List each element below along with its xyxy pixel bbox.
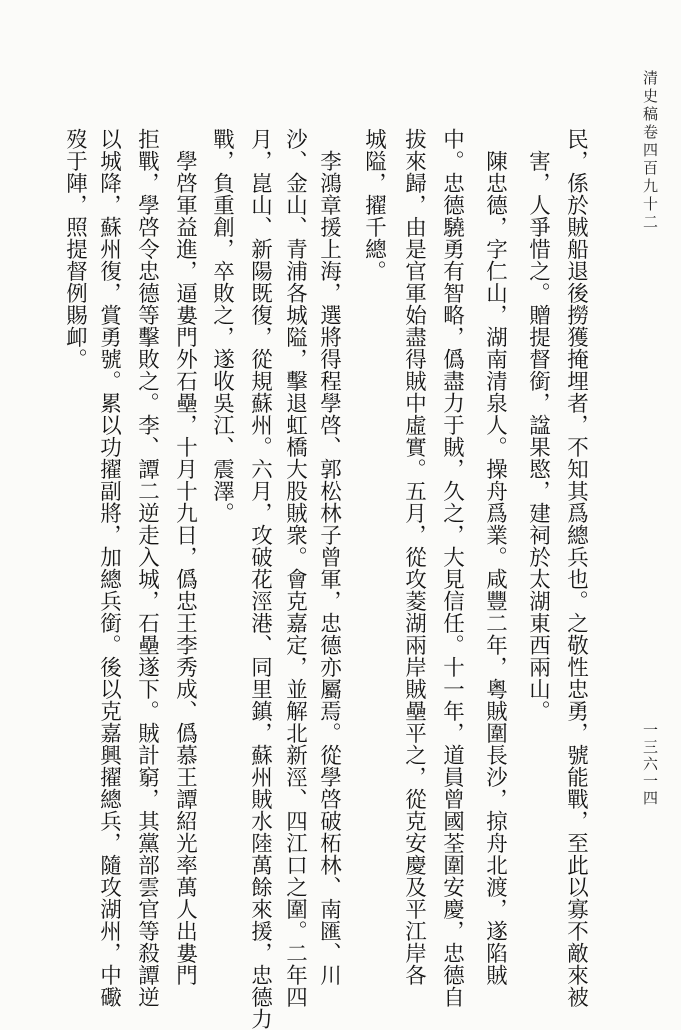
page-number: 一三六一四 <box>641 722 659 807</box>
text-column: 城隘，擢千總。 <box>361 128 387 282</box>
text-column: 陳忠德，字仁山，湖南清泉人。操舟爲業。咸豐二年，粵賊圍長沙，掠舟北渡，遂陷賊 <box>482 150 508 986</box>
text-column: 月，崑山、新陽既復，從規蘇州。六月，攻破花涇港、同里鎮，蘇州賊水陸萬餘來援，忠德力 <box>247 128 273 1030</box>
text-column: 拒戰，學啓令忠德等擊敗之。李、譚二逆走入城，石壘遂下。賊計窮，其黨部雲官等殺譚逆 <box>134 128 160 1008</box>
text-column: 李鴻章援上海，選將得程學啓、郭松林子曾軍，忠德亦屬焉。從學啓破柘林、南匯、川 <box>316 150 342 986</box>
text-column: 害，人爭惜之。贈提督銜，諡果愍，建祠於太湖東西兩山。 <box>525 150 551 722</box>
text-column: 民，係於賊船退後撈獲掩埋者，不知其爲總兵也。之敬性忠勇，號能戰，至此以寡不敵來被 <box>563 128 589 1008</box>
text-column: 學啓軍益進，逼婁門外石壘，十月十九日，僞忠王李秀成、僞慕王譚紹光率萬人出婁門 <box>172 150 198 986</box>
text-column: 拔來歸，由是官軍始盡得賊中虛實。五月，從攻菱湖兩岸賊壘平之，從克安慶及平江岸各 <box>401 128 427 986</box>
text-column: 歿于陣，照提督例賜卹。 <box>62 128 88 370</box>
text-column: 中。忠德驍勇有智略，僞盡力于賊，久之，大見信任。十一年，道員曾國荃圍安慶，忠德自 <box>439 128 465 1008</box>
text-column: 以城降，蘇州復，賞勇號。累以功擢副將，加總兵銜。後以克嘉興擢總兵，隨攻湖州，中礮 <box>96 128 122 1008</box>
text-column: 戰，負重創，卒敗之，遂收吳江、震澤。 <box>209 128 235 524</box>
book-title-header: 清史稿卷四百九十二 <box>641 70 659 232</box>
text-column: 沙、金山、青浦各城隘，擊退虹橋大股賊衆。會克嘉定，並解北新涇、四江口之圍。二年四 <box>282 128 308 1008</box>
